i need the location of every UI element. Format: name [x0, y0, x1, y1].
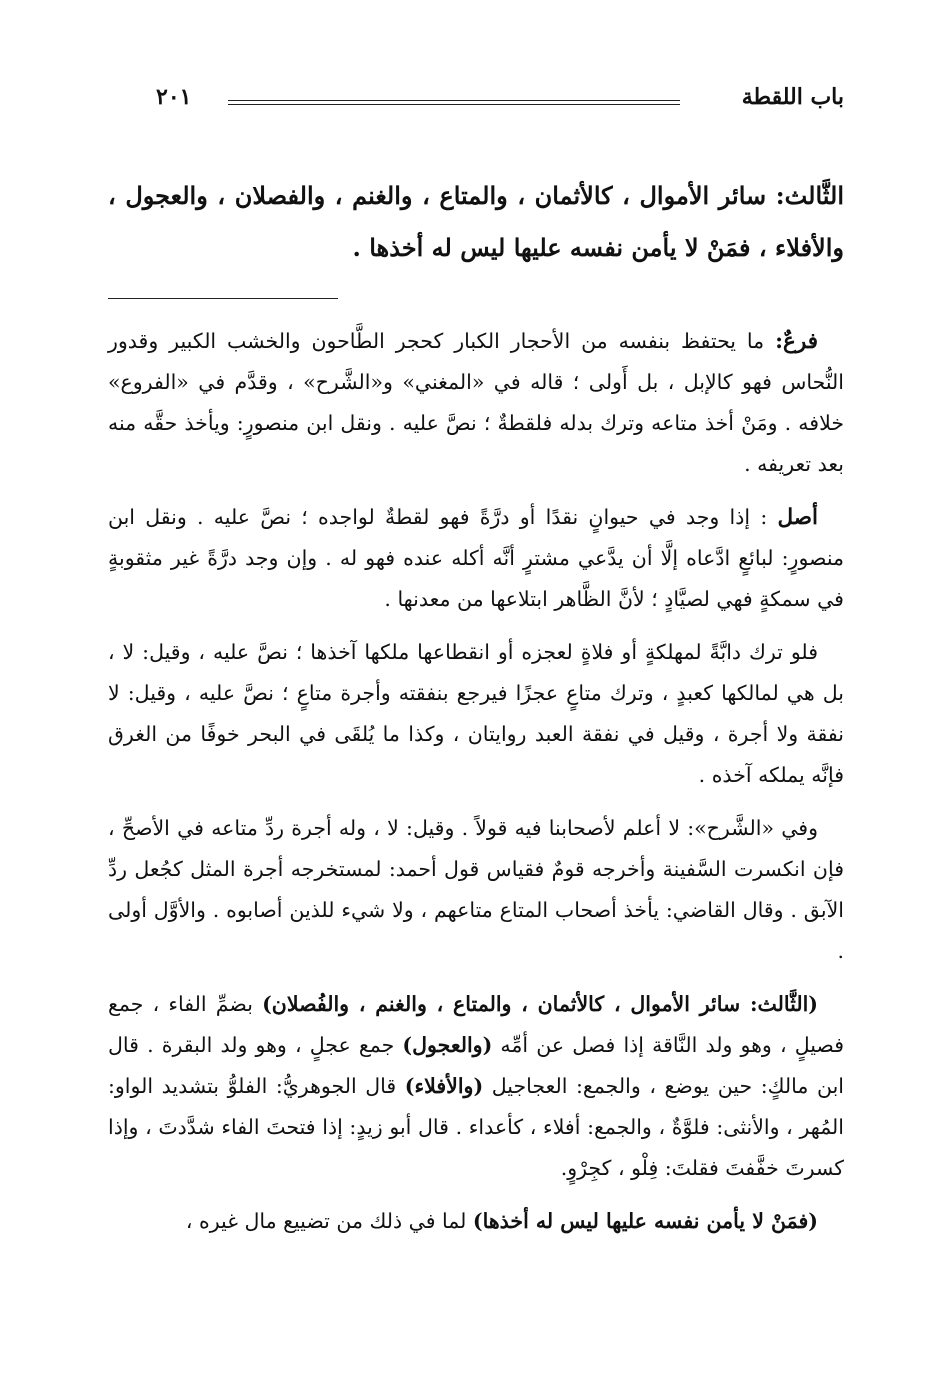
paragraph-sharh — [108, 808, 844, 972]
page-header — [108, 70, 844, 114]
paragraph-lead: أصل — [777, 505, 818, 530]
page-number: ٢٠١ — [156, 84, 192, 110]
quoted-matn: (فمَنْ لا يأمن نفسه عليها ليس له أخذها) — [472, 1209, 818, 1233]
paragraph-lead: فرعٌ: — [775, 329, 818, 354]
quoted-matn: (الثَّالث: سائر الأموال ، كالأثمان ، والمتاع ، والغنم ، والفُصلان) — [262, 992, 818, 1016]
paragraph-commentary-third — [108, 984, 844, 1189]
paragraph-far — [108, 321, 844, 485]
quoted-matn: (والعجول) — [402, 1033, 493, 1057]
text-divider — [108, 298, 338, 299]
paragraph-asl — [108, 497, 844, 620]
paragraph-text: وفي «الشَّرح»: لا أعلم لأصحابنا فيه قولاً . وقيل: لا ، وله أجرة ردِّ متاعه في الأصحِّ ، فإن انكسرت السَّفينة وأخرجه قومٌ فقياس قول أحمد: لمستخرجه أجرة المثل كجُعل ردِّ الآبق . وقال القاضي: يأخذ أصحاب المتاع متاعهم ، ولا شيء للذين أصابوه . والأوَّل أولى . — [108, 816, 844, 963]
paragraph-text: لما في ذلك من تضييع مال غيره ، — [185, 1209, 473, 1233]
paragraph-text: ما يحتفظ بنفسه من الأحجار الكبار كحجر الطَّاحون والخشب الكبير وقدور النُّحاس فهو كالإبل ، بل أَولى ؛ قاله في «المغني» و«الشَّرح» ، وقدَّم في «الفروع» خلافه . ومَنْ أخذ متاعه وترك بدله فلقطةٌ ؛ نصَّ عليه . ونقل ابن منصورٍ: ويأخذ حقَّه منه بعد تعريفه . — [108, 329, 844, 476]
paragraph-text: بضمِّ الفاء ، جمع فصيلٍ ، وهو ولد النَّاقة إذا فصل عن أمِّه — [108, 992, 844, 1057]
paragraph-text: قال الجوهريُّ: الفلوُّ بتشديد الواو: المُهر ، والأنثى: فلوَّةٌ ، والجمع: أفلاء ، كأعداء . قال أبو زيدٍ: إذا فتحتَ الفاء شدَّدتَ ، وإذا كسرتَ خفَّفتَ فقلتَ: فِلْو ، كجِرْوٍ. — [108, 1074, 844, 1180]
main-text: الثَّالث: سائر الأموال ، كالأثمان ، والمتاع ، والغنم ، والفصلان ، والعجول ، والأفلاء ، فمَنْ لا يأمن نفسه عليها ليس له أخذها . — [108, 181, 844, 262]
paragraph-abandoned-animal — [108, 632, 844, 796]
paragraph-text: جمع عجلٍ ، وهو ولد البقرة . قال ابن مالكٍ: حين يوضع ، والجمع: العجاجيل — [108, 1033, 844, 1098]
paragraph-commentary-trust — [108, 1201, 844, 1242]
chapter-title: باب اللقطة — [741, 84, 844, 110]
paragraph-text: فلو ترك دابَّةً لمهلكةٍ أو فلاةٍ لعجزه أو انقطاعها ملكها آخذها ؛ نصَّ عليه ، وقيل: لا ، بل هي لمالكها كعبدٍ ، وترك متاعٍ عجزًا فيرجع بنفقته وأجرة متاعٍ ؛ نصَّ عليه ، وقيل: لا نفقة ولا أجرة ، وقيل في نفقة العبد روايتان ، وكذا ما يُلقَى في البحر خوفًا من الغرق فإنَّه يملكه آخذه . — [108, 640, 844, 787]
book-page — [108, 70, 844, 1360]
paragraph-text: : إذا وجد في حيوانٍ نقدًا أو درَّةً فهو لقطةٌ لواجده ؛ نصَّ عليه . ونقل ابن منصورٍ: لبائعٍ ادَّعاه إلَّا أن يدَّعي مشترٍ أنَّه أكله عنده فهو له . وإن وجد درَّةً غير مثقوبةٍ في سمكةٍ فهي لصيَّادٍ ؛ لأنَّ الظَّاهر ابتلاعها من معدنها . — [108, 505, 844, 611]
header-rule — [228, 100, 680, 105]
quoted-matn: (والأفلاء) — [404, 1074, 484, 1098]
